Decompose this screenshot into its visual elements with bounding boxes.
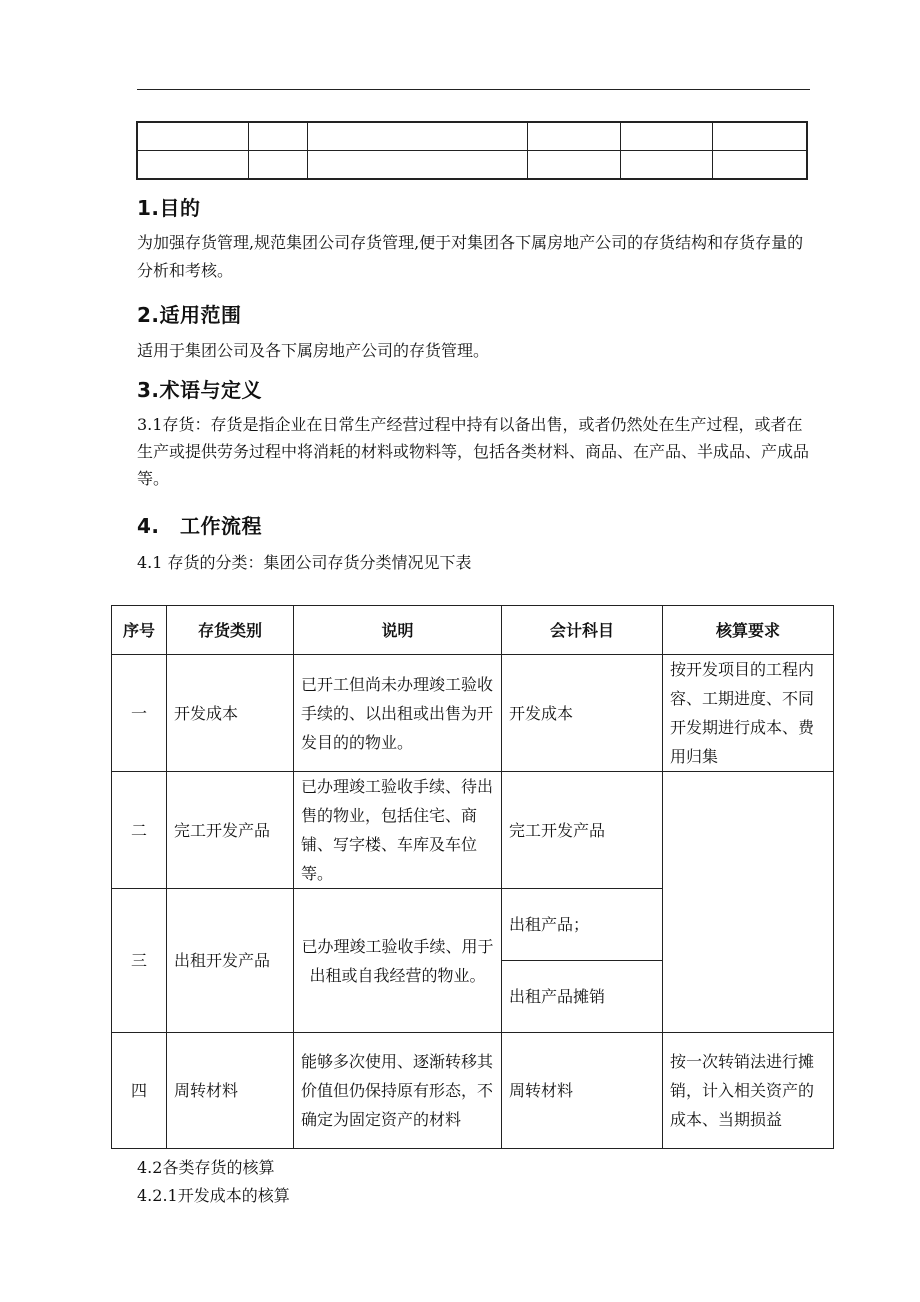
table-header-row <box>112 606 834 655</box>
cell-desc: 已办理竣工验收手续、用于出租或自我经营的物业。 <box>294 889 502 1033</box>
section-sub-classification: 4.1 存货的分类：集团公司存货分类情况见下表 <box>137 553 472 572</box>
cell-desc: 已办理竣工验收手续、待出售的物业，包括住宅、商铺、写字楼、车库及车位等。 <box>294 772 502 889</box>
cell-no: 三 <box>112 889 167 1033</box>
col-header: 核算要求 <box>663 606 834 655</box>
inventory-table <box>111 605 834 1149</box>
section-title-definitions: 3.术语与定义 <box>137 378 263 402</box>
revision-table <box>136 121 808 180</box>
cell-category: 出租开发产品 <box>167 889 294 1033</box>
cell-desc: 能够多次使用、逐渐转移其价值但仍保持原有形态，不确定为固定资产的材料 <box>294 1033 502 1149</box>
subsection-title: 4.2.1开发成本的核算 <box>137 1186 290 1205</box>
table-row <box>112 655 834 772</box>
col-header: 序号 <box>112 606 167 655</box>
cell-no: 二 <box>112 772 167 889</box>
section-title-scope: 2.适用范围 <box>137 303 242 327</box>
cell-requirement: 按一次转销法进行摊销，计入相关资产的成本、当期损益 <box>663 1033 834 1149</box>
cell-category: 开发成本 <box>167 655 294 772</box>
col-header: 存货类别 <box>167 606 294 655</box>
subsection-title: 4.2各类存货的核算 <box>137 1158 275 1177</box>
cell-no: 一 <box>112 655 167 772</box>
cell-requirement <box>663 772 834 1033</box>
header-rule <box>137 89 810 90</box>
cell-account: 开发成本 <box>502 655 663 772</box>
section-title-workflow: 4. 工作流程 <box>137 514 263 538</box>
cell-account: 完工开发产品 <box>502 772 663 889</box>
cell-desc: 已开工但尚未办理竣工验收手续的、以出租或出售为开发目的的物业。 <box>294 655 502 772</box>
cell-category: 周转材料 <box>167 1033 294 1149</box>
table-row <box>112 1033 834 1149</box>
section-body-purpose: 为加强存货管理,规范集团公司存货管理,便于对集团各下属房地产公司的存货结构和存货存量的分析和考核。 <box>137 233 804 280</box>
section-title-purpose: 1.目的 <box>137 196 201 220</box>
col-header: 会计科目 <box>502 606 663 655</box>
cell-category: 完工开发产品 <box>167 772 294 889</box>
section-body-definitions: 3.1存货：存货是指企业在日常生产经营过程中持有以备出售，或者仍然处在生产过程，或者在生产或提供劳务过程中将消耗的材料或物料等，包括各类材料、商品、在产品、半成品、产成品等。 <box>137 415 810 488</box>
cell-account: 出租产品； <box>502 889 663 961</box>
cell-no: 四 <box>112 1033 167 1149</box>
cell-account: 周转材料 <box>502 1033 663 1149</box>
table-row <box>112 772 834 889</box>
cell-account: 出租产品摊销 <box>502 961 663 1033</box>
section-body-scope: 适用于集团公司及各下属房地产公司的存货管理。 <box>137 341 490 360</box>
cell-requirement: 按开发项目的工程内容、工期进度、不同开发期进行成本、费用归集 <box>663 655 834 772</box>
col-header: 说明 <box>294 606 502 655</box>
